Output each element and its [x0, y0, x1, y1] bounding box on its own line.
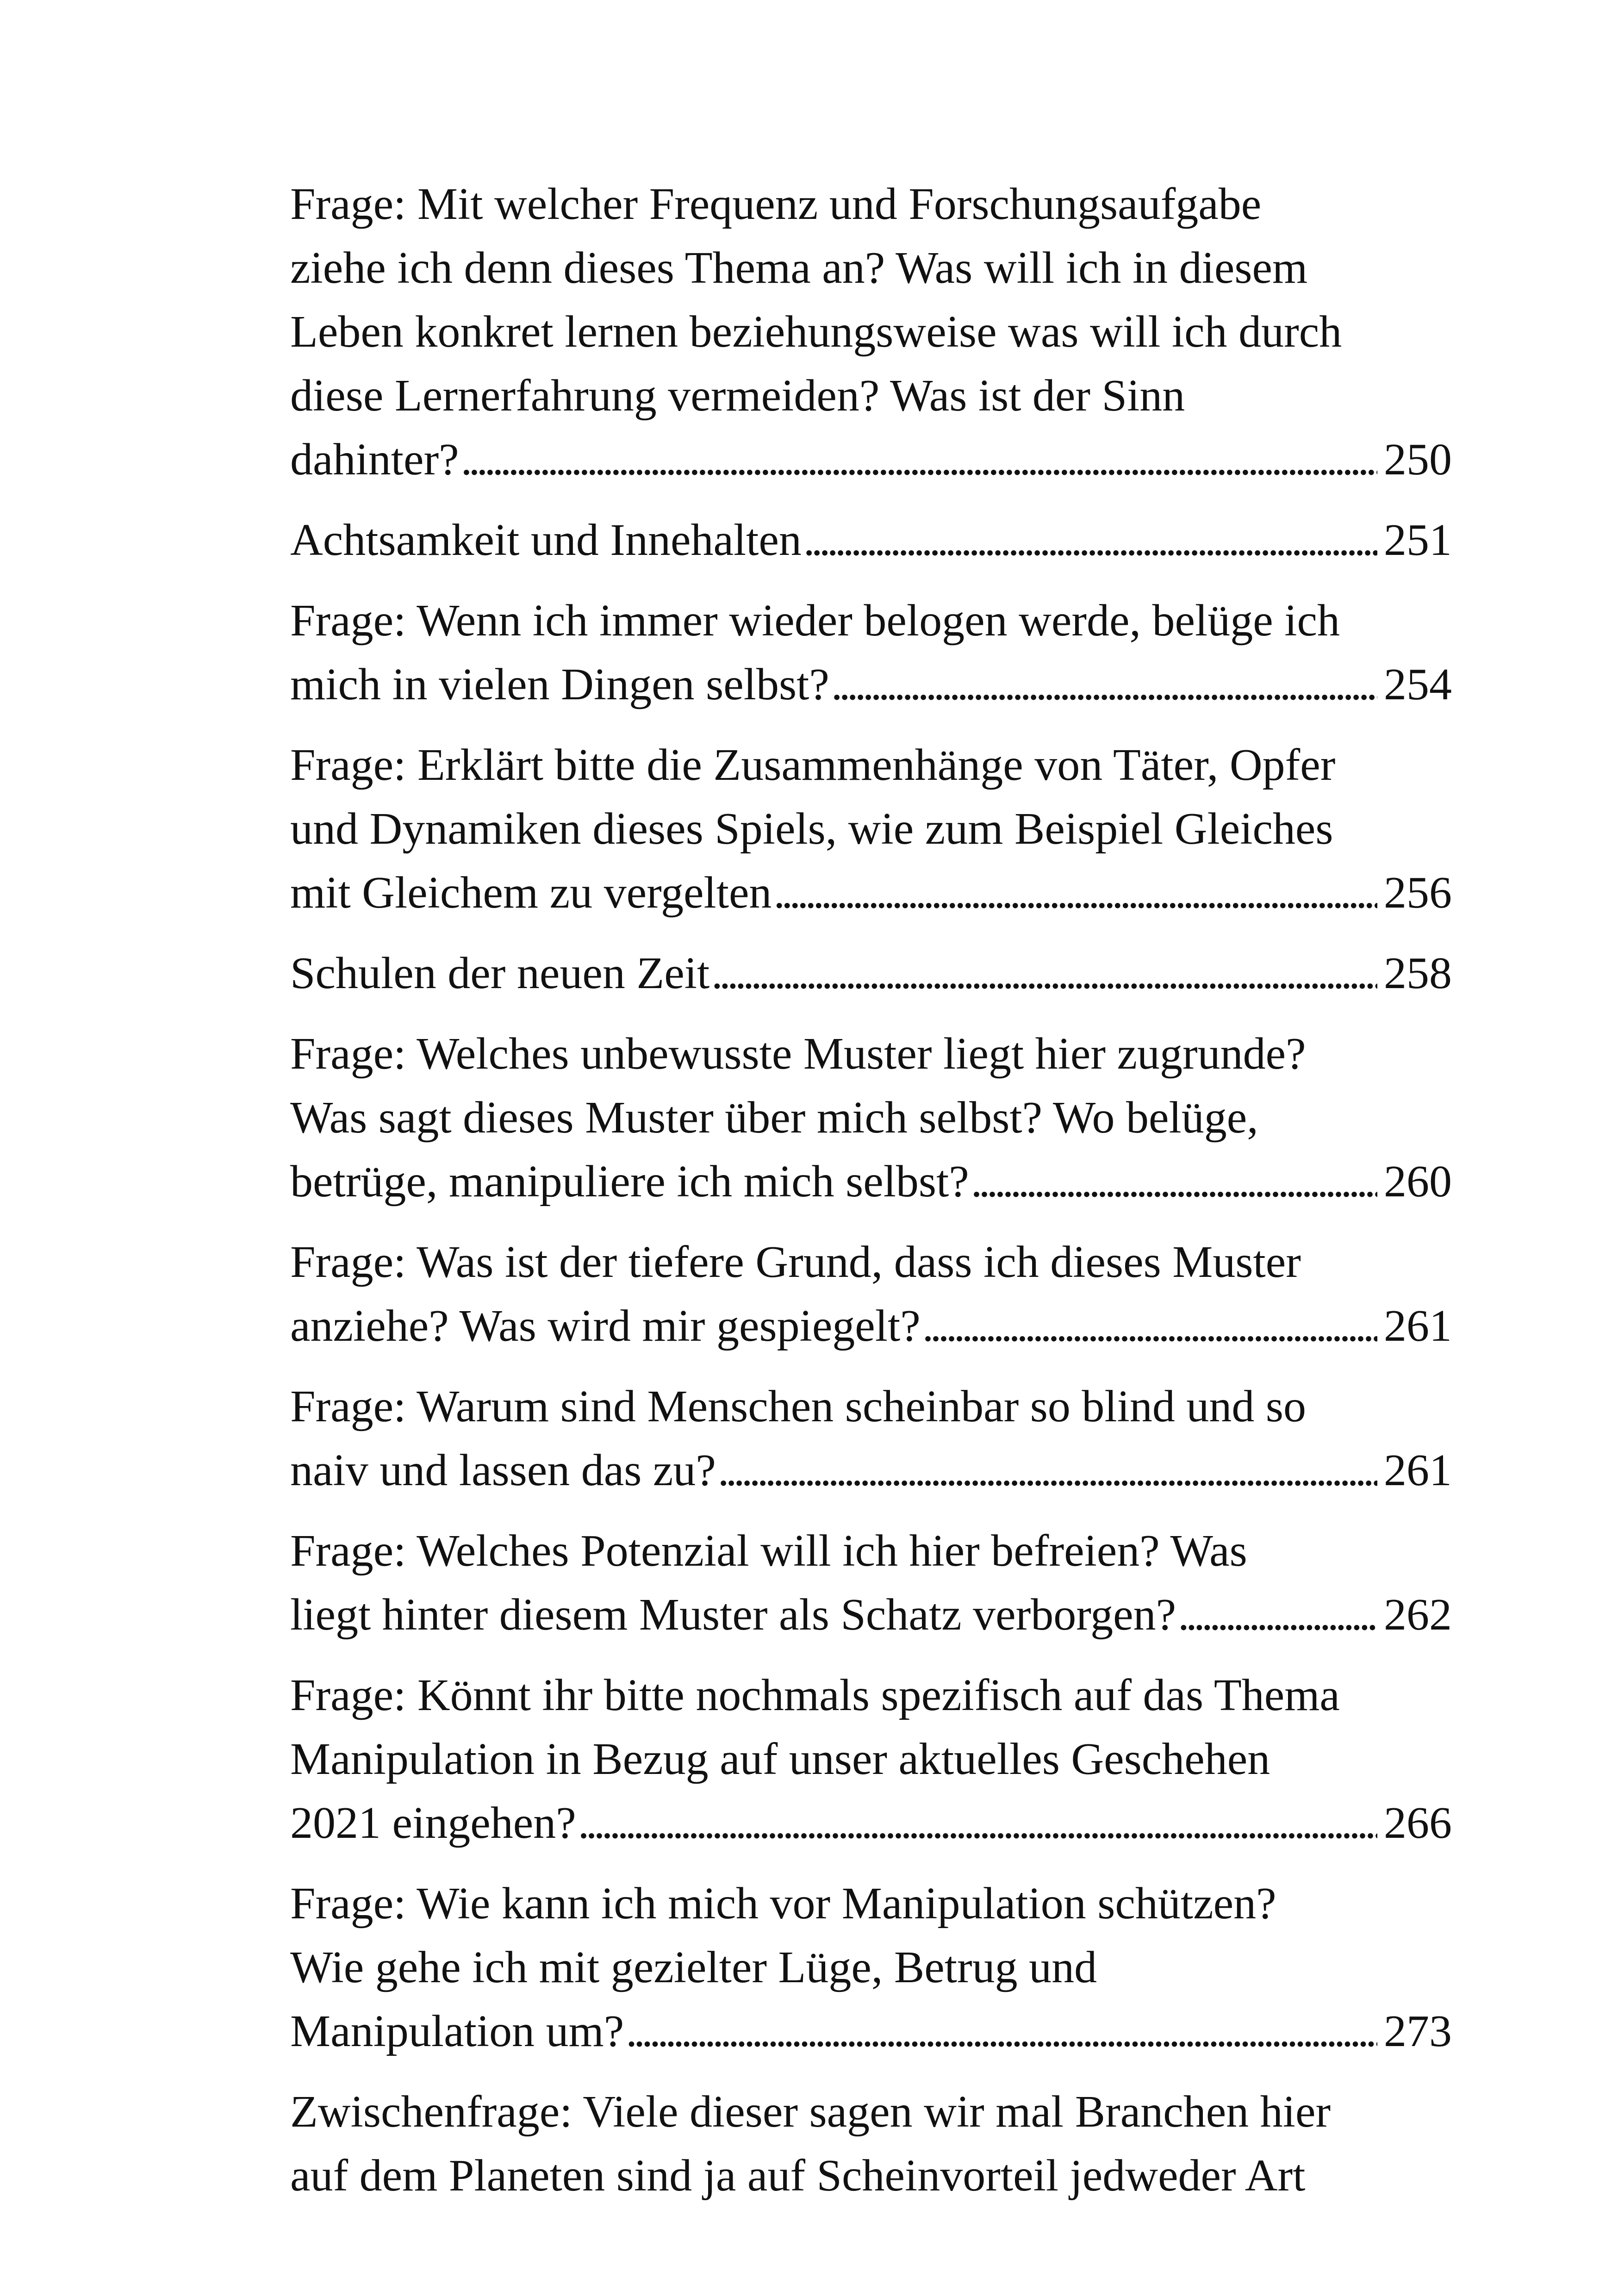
toc-entry[interactable]	[290, 1663, 1452, 1855]
toc-entry-line: Frage: Welches Potenzial will ich hier befreien? Was	[290, 1526, 1247, 1576]
toc-entry-line: Was sagt dieses Muster über mich selbst? Wo belüge,	[290, 1093, 1258, 1143]
page-number: 258	[1384, 948, 1452, 998]
page-number: 251	[1384, 515, 1452, 565]
toc-entry-final-line	[290, 941, 1452, 1005]
toc-entry-final-line	[290, 508, 1452, 572]
toc-entry-final-line	[290, 861, 1452, 925]
toc-entry[interactable]	[290, 172, 1452, 492]
dot-leader	[922, 1294, 1377, 1358]
toc-entry-line: Frage: Was ist der tiefere Grund, dass ich dieses Muster	[290, 1237, 1301, 1287]
toc-entry-line: diese Lernerfahrung vermeiden? Was ist der Sinn	[290, 371, 1185, 421]
toc-entry[interactable]	[290, 589, 1452, 716]
toc-entry-final-line	[290, 1999, 1452, 2063]
toc-entry-line: Frage: Warum sind Menschen scheinbar so blind und so	[290, 1381, 1306, 1431]
page-number: 260	[1384, 1157, 1452, 1207]
dot-leader	[626, 1999, 1377, 2063]
toc-entry-final-line	[290, 1150, 1452, 1213]
dot-leader	[461, 428, 1377, 492]
dot-leader	[578, 1791, 1377, 1855]
page-number: 261	[1384, 1301, 1452, 1351]
toc-entry-final-line	[290, 653, 1452, 716]
toc-entry-final-line	[290, 1791, 1452, 1855]
toc-entry-line: auf dem Planeten sind ja auf Scheinvorteil jedweder Art	[290, 2151, 1306, 2201]
toc-entry-text: betrüge, manipuliere ich mich selbst?	[290, 1157, 969, 1207]
toc-entry-line: Wie gehe ich mit gezielter Lüge, Betrug und	[290, 1942, 1097, 1992]
toc-entry-line: Frage: Könnt ihr bitte nochmals spezifisch auf das Thema	[290, 1670, 1340, 1720]
toc-entry-line: Frage: Erklärt bitte die Zusammenhänge von Täter, Opfer	[290, 740, 1336, 790]
page-number: 250	[1384, 435, 1452, 485]
toc-entry[interactable]	[290, 733, 1452, 925]
toc-entry-line: Frage: Wie kann ich mich vor Manipulation schützen?	[290, 1879, 1276, 1929]
toc-entry-continued[interactable]	[290, 2080, 1452, 2208]
toc-entry-line: Manipulation in Bezug auf unser aktuelles Geschehen	[290, 1734, 1270, 1784]
toc-entry[interactable]	[290, 1872, 1452, 2063]
toc-entry-text: naiv und lassen das zu?	[290, 1445, 716, 1495]
toc-entry-line: ziehe ich denn dieses Thema an? Was will ich in diesem	[290, 243, 1308, 293]
dot-leader	[803, 508, 1377, 572]
page-number: 256	[1384, 868, 1452, 918]
page-number: 273	[1384, 2006, 1452, 2056]
toc-entry-text: mit Gleichem zu vergelten	[290, 868, 772, 918]
toc-entry-text: liegt hinter diesem Muster als Schatz verborgen?	[290, 1590, 1176, 1640]
toc-entry-text: mich in vielen Dingen selbst?	[290, 660, 829, 709]
toc-entry[interactable]	[290, 1375, 1452, 1502]
toc-entry[interactable]	[290, 1230, 1452, 1358]
toc-entry-text: anziehe? Was wird mir gespiegelt?	[290, 1301, 921, 1351]
page-number: 254	[1384, 660, 1452, 709]
dot-leader	[773, 861, 1377, 925]
toc-entry-line: Frage: Mit welcher Frequenz und Forschungsaufgabe	[290, 179, 1262, 229]
toc-entry-text: Manipulation um?	[290, 2006, 624, 2056]
page-number: 261	[1384, 1445, 1452, 1495]
toc-entry-line: Leben konkret lernen beziehungsweise was will ich durch	[290, 307, 1342, 357]
dot-leader	[711, 941, 1377, 1005]
toc-entry-text: 2021 eingehen?	[290, 1798, 576, 1848]
dot-leader	[1178, 1583, 1377, 1647]
dot-leader	[831, 653, 1377, 716]
toc-entry-text: Achtsamkeit und Innehalten	[290, 515, 802, 565]
toc-entry-final-line	[290, 1438, 1452, 1502]
toc-entry[interactable]	[290, 1519, 1452, 1647]
toc-entry-line: Frage: Wenn ich immer wieder belogen werde, belüge ich	[290, 596, 1340, 646]
dot-leader	[718, 1438, 1377, 1502]
toc-entry-final-line	[290, 1294, 1452, 1358]
toc-entry[interactable]	[290, 1022, 1452, 1213]
toc-entry[interactable]	[290, 941, 1452, 1005]
dot-leader	[971, 1150, 1377, 1213]
toc-entry[interactable]	[290, 508, 1452, 572]
toc-entry-text: dahinter?	[290, 435, 459, 485]
page-number: 266	[1384, 1798, 1452, 1848]
toc-entry-line: Zwischenfrage: Viele dieser sagen wir mal Branchen hier	[290, 2087, 1331, 2137]
toc-entry-final-line	[290, 1583, 1452, 1647]
table-of-contents	[290, 172, 1452, 2224]
toc-entry-line: und Dynamiken dieses Spiels, wie zum Beispiel Gleiches	[290, 804, 1333, 854]
page-number: 262	[1384, 1590, 1452, 1640]
toc-entry-line: Frage: Welches unbewusste Muster liegt hier zugrunde?	[290, 1029, 1306, 1079]
toc-entry-final-line	[290, 428, 1452, 492]
toc-entry-text: Schulen der neuen Zeit	[290, 948, 710, 998]
